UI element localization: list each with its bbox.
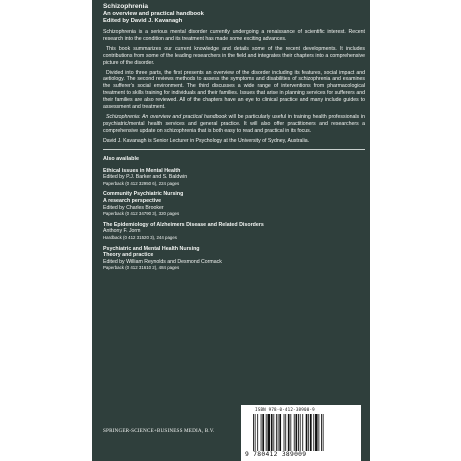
publisher-name: SPRINGER-SCIENCE+BUSINESS MEDIA, B.V. [103, 428, 215, 434]
barcode-bar [318, 414, 319, 451]
ean-digits: 9 780412 389009 [245, 451, 307, 458]
barcode-bar [271, 414, 273, 451]
related-book [103, 222, 365, 241]
related-book [103, 168, 365, 187]
barcode-bar [279, 414, 281, 451]
barcode-bar [321, 414, 322, 451]
barcode-bar [315, 414, 318, 451]
barcode-bar [257, 414, 258, 451]
isbn-number: ISBN 978-0-412-38900-9 [255, 407, 315, 412]
barcode-bar [310, 414, 312, 451]
barcode-bar [253, 414, 254, 451]
related-book-subtitle: Theory and practice [103, 252, 154, 259]
blurb-paragraph-1: Schizophrenia is a serious mental disorder currently undergoing a renaissance of scientific interest. Recent research into the condition and its treatment has made some exciting advances. [103, 29, 365, 42]
barcode-bar [313, 414, 314, 451]
related-book-editor: Anthony F. Jorm [103, 228, 141, 235]
related-book-edition: Paperback (0 412 34790 3), 320 pages [103, 210, 180, 216]
barcode-bar [288, 414, 290, 451]
barcode-bar [284, 414, 285, 451]
barcode-bar [255, 414, 256, 451]
related-book-edition: Paperback (0 412 31610 2), 484 pages [103, 265, 180, 271]
back-cover [92, 0, 370, 461]
barcode-bar [294, 414, 295, 451]
book-editor: Edited by David J. Kavanagh [103, 18, 183, 24]
book-title: Schizophrenia [103, 3, 149, 10]
barcode-bar [298, 414, 299, 451]
related-book-title: Psychiatric and Mental Health Nursing [103, 245, 200, 252]
barcode-bar [261, 414, 262, 451]
barcode-bar [273, 414, 274, 451]
barcode-bar [285, 414, 286, 451]
barcode-bar [278, 414, 279, 451]
author-note: David J. Kavanagh is Senior Lecturer in Psychology at the University of Sydney, Australia. [103, 137, 310, 144]
blurb-book-title-italic: Schizophrenia: An overview and practical handbook [106, 113, 227, 120]
related-book-editor: Edited by William Reynolds and Desmond Cormack [103, 258, 222, 265]
book-subtitle: An overview and practical handbook [103, 11, 204, 17]
also-available-heading: Also available [103, 155, 139, 162]
barcode-bar [306, 414, 308, 451]
related-book-title: Ethical issues in Mental Health [103, 167, 181, 174]
related-book-editor: Edited by P.J. Barker and S. Baldwin [103, 174, 188, 181]
barcode-bar [262, 414, 264, 451]
barcode-bar [323, 414, 324, 451]
barcode-bar [302, 414, 303, 451]
barcode-bar [267, 414, 270, 451]
barcode-icon [253, 414, 347, 451]
blurb-paragraph-4-text: will be particularly useful in training health professionals in psychiatric/mental health services and general practice. It will also offer practitioners and researchers a comprehensive update on schizophrenia that is both easy to read and practical in its focus. [103, 113, 365, 134]
blurb-paragraph-2: This book summarizes our current knowledge and details some of the recent developments. It includes contributions from some of the leading researchers in the field and integrates their chapters into a comprehensive picture of the disorder. [103, 45, 365, 66]
barcode-bar [290, 414, 291, 451]
related-book-title: Community Psychiatric Nursing [103, 191, 184, 198]
barcode-bar [296, 414, 298, 451]
barcode-bar [308, 414, 309, 451]
related-book-title: The Epidemiology of Alzheimers Disease and Related Disorders [103, 221, 264, 228]
isbn-barcode-block [241, 405, 361, 461]
related-book-edition: Paperback (0 412 32950 6), 224 pages [103, 180, 180, 186]
section-divider [103, 149, 365, 150]
barcode-bar [300, 414, 301, 451]
related-book [103, 246, 365, 271]
blurb-paragraph-3: Divided into three parts, the first presents an overview of the disorder including its features, social impact and aetiology. The second reviews methods to assess the symptoms and disabilities of schizophrenia and examines the sufferer's social environment. The third discusses a wide range of interventions from pharmacological treatment to skills training for individuals and their families. Issues that arise in planning services for sufferers and their families are also reviewed. All of the chapters have an eye to clinical practice and many include guides to assessment and treatment. [103, 69, 365, 111]
related-book-subtitle: A research perspective [103, 197, 162, 204]
related-book-editor: Edited by Charles Brooker [103, 204, 164, 211]
related-book [103, 191, 365, 216]
barcode-bar [266, 414, 267, 451]
barcode-bar [276, 414, 277, 451]
related-book-edition: Hardback (0 412 31520 3), 244 pages [103, 234, 177, 240]
blurb-paragraph-4 [103, 114, 365, 135]
